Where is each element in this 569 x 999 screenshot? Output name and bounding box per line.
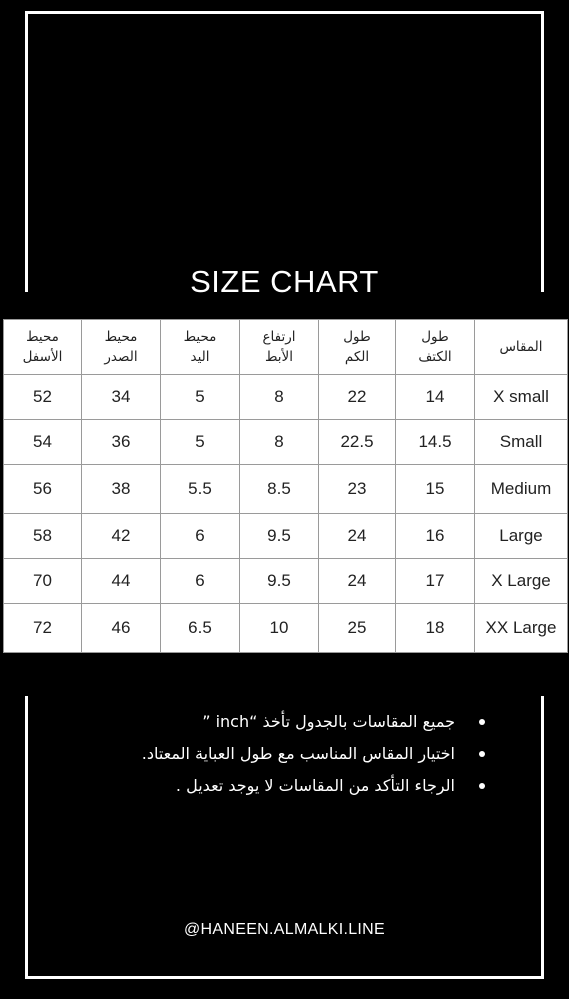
table-header-cell [161, 320, 240, 375]
table-row [4, 465, 568, 514]
measurement-cell: 16 [396, 514, 475, 559]
measurement-cell: 10 [240, 604, 319, 653]
measurement-cell: 18 [396, 604, 475, 653]
header-text-line: الأسفل [22, 349, 63, 365]
bullet-icon [479, 751, 485, 757]
size-name-cell: Medium [475, 465, 568, 514]
measurement-cell: 9.5 [240, 559, 319, 604]
measurement-cell: 6 [161, 514, 240, 559]
note-item [65, 738, 485, 770]
table-header-cell [396, 320, 475, 375]
table-row [4, 420, 568, 465]
table-header-cell [82, 320, 161, 375]
size-name-cell: XX Large [475, 604, 568, 653]
measurement-cell: 22.5 [319, 420, 396, 465]
header-text-line: اليد [190, 349, 210, 365]
header-text-line: الكتف [418, 349, 452, 365]
note-text: جميع المقاسات بالجدول تأخذ “inch ” [202, 712, 455, 731]
measurement-cell: 14.5 [396, 420, 475, 465]
size-name-cell: Small [475, 420, 568, 465]
table-header-cell [319, 320, 396, 375]
measurement-cell: 14 [396, 375, 475, 420]
table-header-row [4, 320, 568, 375]
page-title: SIZE CHART [190, 264, 379, 299]
table-row [4, 604, 568, 653]
header-text-line: ارتفاع [262, 329, 296, 345]
measurement-cell: 34 [82, 375, 161, 420]
measurement-cell: 24 [319, 559, 396, 604]
table-row [4, 375, 568, 420]
top-frame-top-line [25, 11, 544, 14]
header-text-line: طول [343, 329, 371, 345]
size-name-cell: X small [475, 375, 568, 420]
note-item [65, 706, 485, 738]
measurement-cell: 24 [319, 514, 396, 559]
header-text-line: الكم [344, 349, 370, 365]
measurement-cell: 5.5 [161, 465, 240, 514]
header-text-line: محيط [26, 329, 59, 345]
table-header-cell [4, 320, 82, 375]
measurement-cell: 38 [82, 465, 161, 514]
size-chart-table [3, 319, 568, 653]
measurement-cell: 70 [4, 559, 82, 604]
measurement-cell: 8 [240, 375, 319, 420]
note-text: اختيار المقاس المناسب مع طول العباية المعتاد. [141, 744, 455, 763]
note-item [65, 770, 485, 802]
bottom-frame-bottom-line [25, 976, 544, 979]
header-text-line: المقاس [499, 339, 543, 355]
social-handle: @HANEEN.ALMALKI.LINE [184, 921, 385, 938]
measurement-cell: 58 [4, 514, 82, 559]
header-text-line: محيط [183, 329, 217, 345]
measurement-cell: 52 [4, 375, 82, 420]
measurement-cell: 23 [319, 465, 396, 514]
measurement-cell: 5 [161, 420, 240, 465]
measurement-cell: 72 [4, 604, 82, 653]
measurement-cell: 15 [396, 465, 475, 514]
measurement-cell: 22 [319, 375, 396, 420]
header-text-line: الصدر [104, 349, 138, 365]
measurement-cell: 6 [161, 559, 240, 604]
top-frame-left-line [25, 11, 28, 292]
table-row [4, 559, 568, 604]
measurement-cell: 56 [4, 465, 82, 514]
measurement-cell: 54 [4, 420, 82, 465]
measurement-cell: 36 [82, 420, 161, 465]
header-text-line: محيط [104, 329, 138, 345]
header-text-line: الأبط [264, 349, 294, 365]
measurement-cell: 42 [82, 514, 161, 559]
top-frame-right-line [541, 11, 544, 292]
measurement-cell: 25 [319, 604, 396, 653]
size-name-cell: X Large [475, 559, 568, 604]
measurement-cell: 6.5 [161, 604, 240, 653]
measurement-cell: 9.5 [240, 514, 319, 559]
notes-list [65, 706, 485, 802]
bullet-icon [479, 719, 485, 725]
table-row [4, 514, 568, 559]
measurement-cell: 8 [240, 420, 319, 465]
bullet-icon [479, 783, 485, 789]
table-header-cell [475, 320, 568, 375]
size-name-cell: Large [475, 514, 568, 559]
measurement-cell: 44 [82, 559, 161, 604]
measurement-cell: 46 [82, 604, 161, 653]
measurement-cell: 17 [396, 559, 475, 604]
measurement-cell: 8.5 [240, 465, 319, 514]
table-header-cell [240, 320, 319, 375]
header-text-line: طول [421, 329, 449, 345]
note-text: الرجاء التأكد من المقاسات لا يوجد تعديل . [175, 776, 455, 795]
measurement-cell: 5 [161, 375, 240, 420]
